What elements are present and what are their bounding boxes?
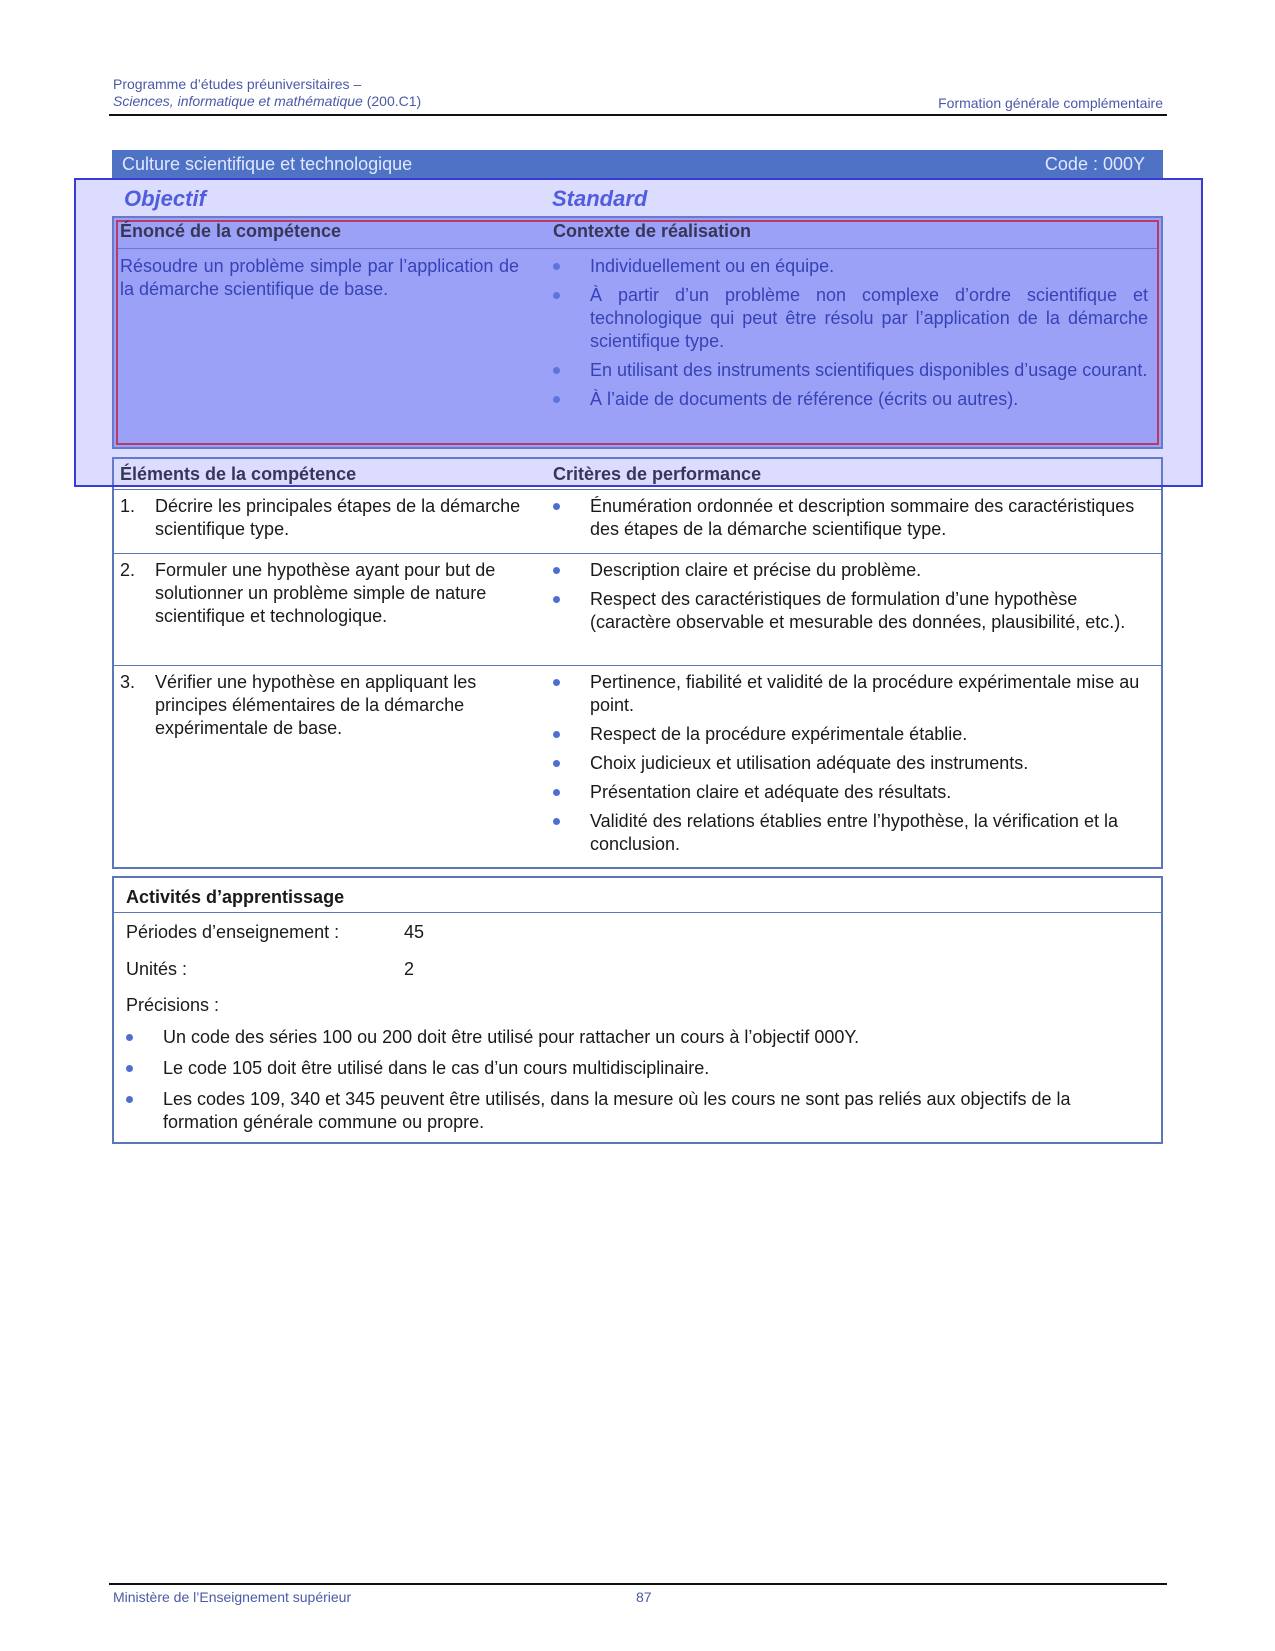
bullet-icon	[553, 263, 560, 270]
periods-label: Périodes d’enseignement :	[126, 922, 340, 942]
elements-heading: Éléments de la compétence	[120, 464, 357, 484]
course-title: Culture scientifique et technologique	[122, 154, 413, 174]
program-code: (200.C1)	[366, 93, 422, 109]
bullet-icon	[126, 1034, 133, 1041]
standard-label: Standard	[552, 186, 648, 211]
competence-heading: Énoncé de la compétence	[120, 221, 342, 241]
criteria-item: Énumération ordonnée et description sommaire des caractéristiques des étapes de la démarche scientifique type.	[553, 495, 1148, 541]
precision-item: Les codes 109, 340 et 345 peuvent être utilisés, dans la mesure où les cours ne sont pas reliés aux objectifs de la formation générale commune ou propre.	[126, 1088, 1146, 1134]
context-item: En utilisant des instruments scientifiques disponibles d’usage courant.	[553, 359, 1148, 382]
competence-box	[112, 216, 1163, 449]
program-name: Sciences, informatique et mathématique	[113, 93, 363, 109]
bullet-icon	[553, 567, 560, 574]
program-header	[113, 76, 421, 110]
program-line-2	[113, 93, 421, 110]
precision-item: Un code des séries 100 ou 200 doit être utilisé pour rattacher un cours à l’objectif 000Y.	[126, 1026, 1146, 1049]
criteria-item: Respect des caractéristiques de formulation d’une hypothèse (caractère observable et mesurable des données, plausibilité, etc.).	[553, 588, 1148, 634]
context-heading: Contexte de réalisation	[553, 221, 752, 241]
ministry-name: Ministère de l’Enseignement supérieur	[113, 1589, 352, 1605]
bullet-icon	[553, 789, 560, 796]
header-rule	[109, 114, 1167, 116]
bullet-icon	[553, 760, 560, 767]
criteria-item: Présentation claire et adéquate des résultats.	[553, 781, 1148, 804]
criteria-list-2	[553, 559, 1148, 640]
course-code: Code : 000Y	[1044, 154, 1145, 174]
criteria-list-3	[553, 671, 1148, 862]
bullet-icon	[553, 596, 560, 603]
criteria-item: Choix judicieux et utilisation adéquate des instruments.	[553, 752, 1148, 775]
criteria-item: Pertinence, fiabilité et validité de la procédure expérimentale mise au point.	[553, 671, 1148, 717]
row-separator	[114, 553, 1161, 554]
bullet-icon	[553, 503, 560, 510]
row-separator	[114, 665, 1161, 666]
element-item: 3. Vérifier une hypothèse en appliquant les principes élémentaires de la démarche expérimentale de base.	[120, 672, 477, 738]
element-item: 1. Décrire les principales étapes de la démarche scientifique type.	[120, 496, 521, 539]
criteria-item: Description claire et précise du problème.	[553, 559, 1148, 582]
page-number: 87	[636, 1589, 652, 1605]
bullet-icon	[553, 396, 560, 403]
bullet-icon	[553, 367, 560, 374]
criteria-item: Validité des relations établies entre l’hypothèse, la vérification et la conclusion.	[553, 810, 1148, 856]
context-item: À l’aide de documents de référence (écrits ou autres).	[553, 388, 1148, 411]
objective-label: Objectif	[124, 186, 206, 211]
precisions-list	[126, 1026, 1146, 1140]
bullet-icon	[126, 1065, 133, 1072]
context-item: À partir d’un problème non complexe d’ordre scientifique et technologique qui peut être résolu par l’application de la démarche scientifique type.	[553, 284, 1148, 353]
activities-separator	[114, 912, 1161, 913]
elements-box	[112, 457, 1163, 869]
bullet-icon	[126, 1096, 133, 1103]
activities-box	[112, 876, 1163, 1144]
bullet-icon	[553, 731, 560, 738]
element-row-1	[120, 495, 525, 541]
title-band	[112, 150, 1163, 179]
criteria-item: Respect de la procédure expérimentale établie.	[553, 723, 1148, 746]
competence-separator	[118, 248, 1157, 249]
criteria-list-1	[553, 495, 1148, 547]
footer-rule	[109, 1583, 1167, 1585]
context-list	[553, 255, 1148, 417]
program-line-1: Programme d’études préuniversitaires –	[113, 76, 362, 92]
units-value: 2	[404, 959, 415, 979]
elements-separator	[114, 489, 1161, 490]
units-label: Unités :	[126, 959, 188, 979]
element-row-3	[120, 671, 525, 740]
criteria-heading: Critères de performance	[553, 464, 762, 484]
section-label: Formation générale complémentaire	[938, 95, 1163, 111]
competence-statement: Résoudre un problème simple par l’application de la démarche scientifique de base.	[120, 256, 519, 299]
context-item: Individuellement ou en équipe.	[553, 255, 1148, 278]
precision-item: Le code 105 doit être utilisé dans le cas d’un cours multidisciplinaire.	[126, 1057, 1146, 1080]
precisions-label: Précisions :	[126, 995, 220, 1015]
bullet-icon	[553, 292, 560, 299]
bullet-icon	[553, 679, 560, 686]
activities-heading: Activités d’apprentissage	[126, 887, 345, 907]
element-row-2	[120, 559, 525, 628]
periods-value: 45	[404, 922, 425, 942]
bullet-icon	[553, 818, 560, 825]
element-item: 2. Formuler une hypothèse ayant pour but de solutionner un problème simple de nature scientifique et technologique.	[120, 560, 496, 626]
